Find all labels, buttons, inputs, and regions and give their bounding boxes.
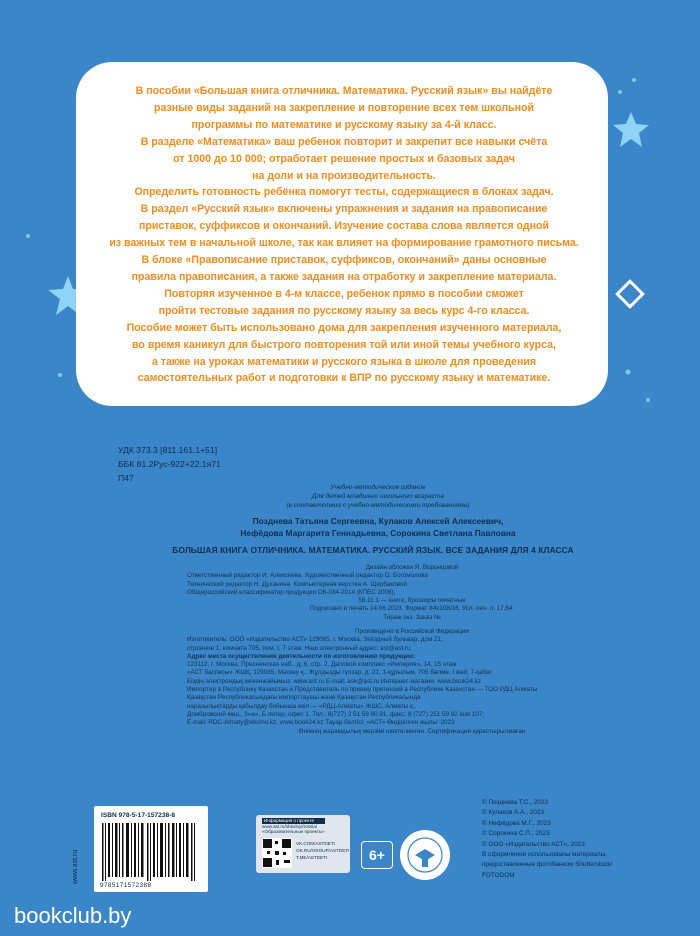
edition-note-line: Для детей младшего школьного возраста: [311, 493, 444, 500]
description-line: на доли и на производительность.: [252, 169, 436, 182]
bbk-code: ББК 81.2Рус-922+22.1я71: [118, 459, 221, 469]
publisher-line: строение 1, комната 705, пом. I, 7 этаж. Наш электронный адрес: ast@ast.ru: [187, 644, 411, 652]
publisher-line: «АСТ баспасы» ЖШҚ, 129085, Мәскеу қ., Жұлдызды гүлзар, д. 21, 1-құрылым, 705 бөлме, I жай, 7-қабат: [187, 669, 493, 677]
description-text: [94, 83, 594, 387]
publisher-info: [187, 628, 637, 736]
star-decoration: [611, 110, 651, 150]
description-line: самостоятельных работ и подготовки к ВПР по русскому языку и математике.: [137, 372, 551, 385]
qr-caption-line: Информация о проекте: [262, 818, 325, 824]
authors: [118, 515, 638, 539]
social-link[interactable]: T.ME/ASTDETI: [296, 855, 328, 860]
description-line: В пособии «Большая книга отличника. Математика. Русский язык» вы найдёте: [135, 85, 553, 97]
credits-line: Подписано в печать 14.06.2023. Формат 84х108/16. Усл. печ. л. 17,64.: [309, 605, 515, 613]
credits-line: Общероссийский классификатор продукции ОК-034-2014 (КПЕС 2008);: [187, 588, 396, 596]
publisher-line: Изготовитель: ООО «Издательство АСТ» 129085, г. Москва, Звёздный бульвар, дом 21,: [187, 636, 443, 644]
description-line: Повторяя изученное в 4-м классе, ребенок прямо в пособии сможет: [164, 287, 524, 300]
isbn: ISBN 978-5-17-157238-8: [101, 812, 176, 819]
diamond-decoration: [612, 276, 648, 312]
education-projects-emblem: [398, 815, 452, 895]
publisher-line: E-mail: RDC-Almaty@eksmo.kz, www.book24.kz Тауар белгісі: «АСТ» Өндірілген жылы: 2023: [187, 719, 455, 727]
description-line: В раздел «Русский язык» включены упражнения и задания на правописание: [140, 203, 548, 216]
publisher-line: наразылықтарды қабылдау бойынша өкіл — «РДЦ-Алматы» ЖШС, Алматы қ.,: [187, 702, 417, 710]
copyright-line: FOTODOM: [482, 871, 515, 879]
description-line: В разделе «Математика» ваш ребенок повторит и закрепит все навыки счёта: [140, 135, 548, 148]
copyright: [482, 798, 612, 881]
book-title: БОЛЬШАЯ КНИГА ОТЛИЧНИКА. МАТЕМАТИКА. РУССКИЙ ЯЗЫК. ВСЕ ЗАДАНИЯ ДЛЯ 4 КЛАССА: [172, 545, 574, 555]
credits-line: Тираж экз. Заказ №: [383, 613, 441, 621]
site-url: www.ast.ru: [72, 849, 79, 884]
social-link[interactable]: OK.RU/GROUP/ASTDETI: [296, 848, 350, 853]
credits-line: Ответственный редактор И. Алексеева. Художественный редактор О. Богомолова: [187, 572, 429, 580]
edition-note-line: Учебно-методическое издание: [330, 484, 426, 491]
copyright-line: © Нефёдова М.Г., 2023: [482, 819, 551, 827]
barcode-number: 9785171572388: [100, 882, 152, 889]
watermark: bookclub.by: [14, 903, 132, 928]
authors-line: Нефёдова Маргарита Геннадьевна, Сорокина Светлана Павловна: [240, 528, 516, 538]
publisher-line: Импортер в Республику Казахстан и Представитель по приему претензий в Республике Казахстан — ТОО РДЦ Алматы: [187, 686, 538, 694]
udk-code: УДК 373.3 [811.161.1+51]: [118, 445, 218, 455]
social-links: [296, 840, 349, 861]
description-line: правила правописания, а также задания на отработку и закрепление материала.: [131, 270, 557, 283]
barcode-icon: [100, 823, 202, 881]
publisher-line: Біздің электрондық мекенжайымыз: www.ast.ru E-mail: ask@ast.ru Интернет-магазин: www.book24.kz: [187, 677, 482, 685]
description-line: пройти тестовые задания по русскому языку за весь курс 4-го класса.: [158, 304, 530, 317]
credits-line: Дизайн обложки Я. Воронцовой: [365, 564, 459, 571]
authors-line: Позднева Татьяна Сергеевна, Кулаков Алексей Алексеевич,: [252, 516, 504, 526]
edition-note-line: (в соответствии с учебно-методическими требованиями): [286, 502, 470, 509]
copyright-line: предоставленные фотобанком Shutterstock/: [482, 861, 613, 869]
qr-caption-line: www.ast.ru/shkolnyi/rossia/: [262, 823, 318, 829]
qr-code-icon: [262, 838, 292, 868]
description-line: Определить готовность ребёнка помогут тесты, содержащиеся в блоках задач.: [134, 186, 554, 199]
qr-caption-line: «Образовательные проекты»: [262, 829, 325, 835]
publisher-line: Произведено в Российской Федерации: [354, 628, 470, 635]
publisher-line: Адрес места осуществления деятельности по изготовлению продукции:: [187, 652, 416, 660]
credits-line: Технический редактор Н. Духанина. Компьютерная верстка А. Щербаковой: [187, 580, 407, 588]
social-link[interactable]: VK.COM/ASTDETI: [296, 841, 335, 846]
description-line: разные виды заданий на закрепление и повторение всех тем школьной: [154, 101, 534, 114]
description-line: от 1000 до 10 000; отработает решение простых и базовых задач: [173, 152, 515, 165]
description-line: во время каникул для быстрого повторения той или иной темы учебного курса,: [132, 338, 556, 351]
description-line: программы по математике и русскому языку за 4-й класс.: [191, 118, 497, 131]
edition-note: [118, 483, 638, 510]
description-line: Пособие может быть использовано дома для закрепления изученного материала,: [126, 321, 562, 334]
credits: [187, 564, 637, 622]
copyright-line: В оформлении использованы материалы,: [482, 851, 607, 859]
credits-line: 58.11.1 — книги, брошюры печатные: [358, 597, 466, 605]
publisher-line: Домбровский көш., 3«а», Б литер, офис 1. Тел.: 8(727) 2 51 59 90,91, факс: 8 (727) 251 59 92 ішкі 107;: [187, 710, 485, 718]
age-rating-badge: 6+: [361, 841, 393, 869]
description-line: В блоке «Правописание приставок, суффиксов, окончаний» даны основные: [141, 254, 547, 267]
copyright-line: © Позднева Т.С., 2023: [482, 799, 548, 806]
description-line: а также на уроках математики и русского языка в школе для проведения: [151, 355, 537, 368]
copyright-line: © Кулаков А.А., 2023: [482, 809, 544, 817]
publisher-line: Қазақстан Республикасындағы импорттаушы және Қазақстан Республикасында: [187, 694, 421, 702]
copyright-line: © ООО «Издательство АСТ», 2023: [482, 840, 585, 848]
description-line: из важных тем в начальной школе, так как влияет на формирование грамотного письма.: [109, 237, 579, 250]
classification-codes: [118, 443, 221, 485]
publisher-line: 123112, г. Москва, Пресненская наб., д. 6, стр. 2, Деловой комплекс «Империя», 14, 15 этаж: [187, 661, 457, 669]
qr-caption: [262, 818, 325, 835]
author-mark: П47: [118, 473, 134, 483]
description-line: приставок, суффиксов и окончаний. Изучение состава слова является одной: [139, 220, 549, 233]
copyright-line: © Сорокина С.П., 2023: [482, 830, 550, 838]
publisher-line: Өнімнің жарамдылық мерзімі шектелмеген. Сертификация қарастырылмаған: [298, 727, 526, 735]
